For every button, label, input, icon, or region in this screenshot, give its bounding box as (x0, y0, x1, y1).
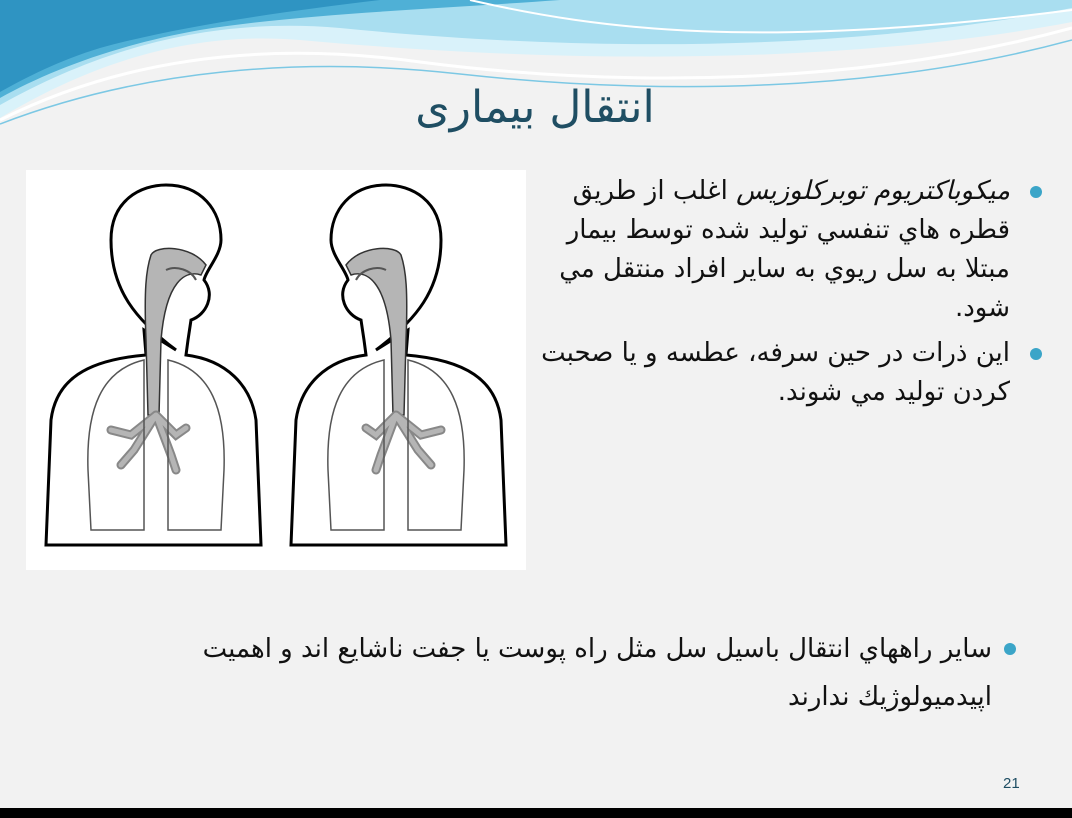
organism-name: میکوباکتریوم توبرکلوزیس (736, 176, 1010, 206)
bullet-item-3 (100, 625, 992, 721)
bullet-dot-icon (1030, 348, 1042, 360)
bullet-text: اين ذرات در حين سرفه، عطسه و يا صحبت كردن توليد مي شوند. (541, 338, 1010, 407)
bottom-bar (0, 808, 1072, 818)
page-number: 21 (1003, 775, 1020, 792)
bullet-dot-icon (1004, 643, 1016, 655)
bullet-text: اغلب از طريق قطره هاي تنفسي توليد شده توسط بیمار مبتلا به سل ريوي به ساير افراد منتقل مي شود. (559, 176, 1010, 323)
lower-bullet-list (100, 625, 992, 721)
bullet-item-1 (530, 172, 1020, 328)
bullet-list (530, 172, 1020, 418)
bullet-item-2 (530, 334, 1020, 412)
respiratory-system-illustration (26, 170, 526, 570)
bullet-text: ساير راههاي انتقال باسيل سل مثل راه پوست يا جفت ناشايع اند و اهميت اپيدميولوژيك ندارند (202, 634, 992, 712)
slide-title: انتقال بیماری (415, 82, 655, 133)
bullet-dot-icon (1030, 186, 1042, 198)
